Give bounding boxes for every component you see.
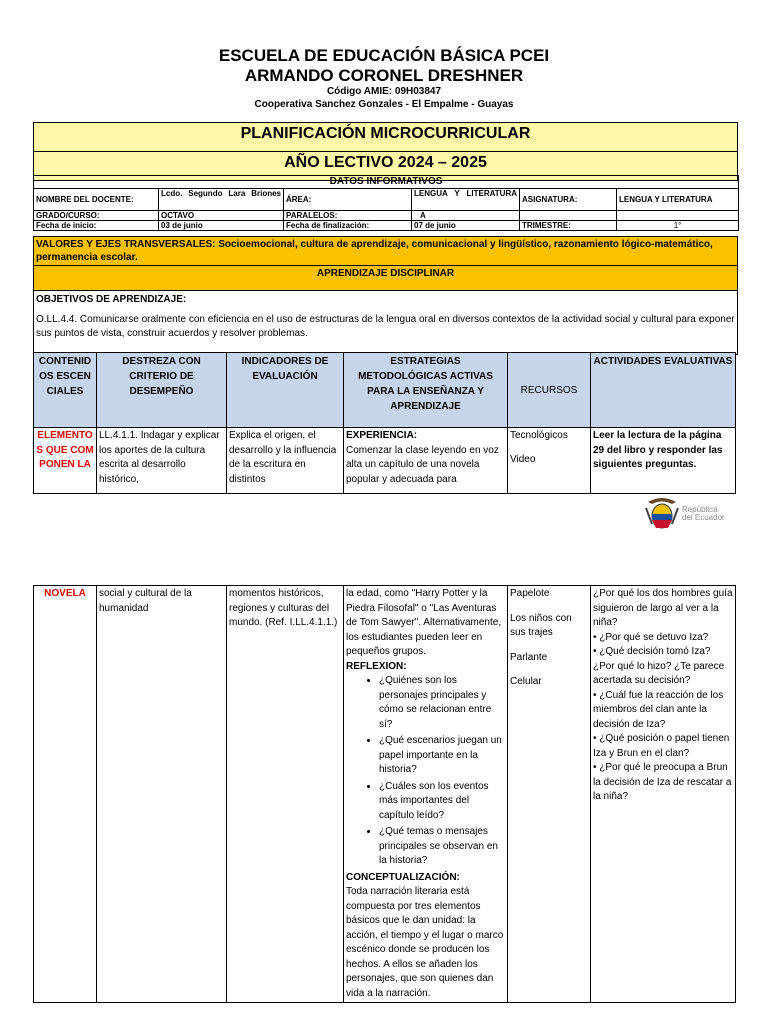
recurso-video: Video [510, 453, 536, 465]
paralelos-label: PARALELOS: [284, 211, 412, 221]
contenido-cell: ELEMENTOS QUE COMPONEN LA [34, 428, 97, 494]
actividades-cell-2: ¿Por qué los dos hombres guía siguieron de largo al ver a la niña? • ¿Por qué se detuvo Iza? • ¿Qué decisión tomó Iza? ¿Por qué lo hizo? ¿Te parece acertada su decisión? • ¿Cuál fue la reacción de los miembros del clan ante la decisión de Iza? • ¿Qué posición o papel tienen Iza y Brun en el clan? • ¿Por qué le preocupa a Brun la decisión de Iza de rescatar a la niña? [591, 586, 736, 1003]
estrategia-intro: la edad, como "Harry Potter y la Piedra Filosofal" o "Las Aventuras de Tom Sawyer". Alternativamente, los estudiantes pueden leer en pequeños grupos. [346, 588, 502, 657]
col-indicadores: INDICADORES DE EVALUACIÓN [227, 353, 344, 428]
valores-ejes: VALORES Y EJES TRANSVERSALES: Socioemocional, cultura de aprendizaje, comunicacional y lingüístico, razonamiento lógico-matemático, permanencia escolar. [34, 237, 738, 266]
destreza-cell-2: social y cultural de la humanidad [97, 586, 227, 1003]
recursos-cell-2 [508, 586, 591, 1003]
actividad-cell: Leer la lectura de la página 29 del libro y responder las siguientes preguntas. [591, 428, 736, 494]
paralelos-value: A [412, 211, 520, 221]
aprendizaje-disciplinar: APRENDIZAJE DISCIPLINAR [34, 266, 738, 291]
reflexion-item: • ¿Quiénes son los personajes principales y cómo se relacionan entre sí? [379, 674, 505, 732]
recursos-cell [508, 428, 591, 494]
fin-value: 07 de junio [412, 221, 520, 231]
trimestre-spacer [520, 211, 617, 221]
valores-table [33, 236, 738, 291]
col-estrategias: ESTRATEGIAS METODOLÓGICAS ACTIVAS PARA LA ENSEÑANZA Y APRENDIZAJE [344, 353, 508, 428]
asignatura-value: LENGUA Y LITERATURA [617, 189, 739, 211]
estrategia-cell-2 [344, 586, 508, 1003]
planificacion-title: PLANIFICACIÓN MICROCURRICULAR [34, 123, 738, 152]
objetivos-text: O.LL.4.4. Comunicarse oralmente con eficiencia en el uso de estructuras de la lengua oral en diversos contextos de la actividad social y cultural para exponer sus puntos de vista, construir acuerdos y resolver problemas. [36, 314, 735, 339]
reflexion-label: REFLEXION: [346, 660, 407, 672]
datos-informativos-table [33, 175, 739, 231]
docente-value: Lcdo. Segundo Lara Briones [159, 189, 284, 211]
inicio-value: 03 de junio [159, 221, 284, 231]
planning-table-page1 [33, 352, 736, 494]
amie-code: Código AMIE: 09H03847 [326, 86, 442, 97]
title-box [33, 122, 738, 181]
area-value: LENGUA Y LITERATURA [412, 189, 520, 211]
datos-informativos-heading: DATOS INFORMATIVOS [34, 176, 739, 189]
concept-text: Toda narración literaria está compuesta por tres elementos básicos que le dan unidad: la acción, el tiempo y el lugar o marco escénico donde se producen los hechos. A ellos se añaden los personajes, que son quienes dan vida a la narración. [346, 886, 504, 999]
docente-label: NOMBRE DEL DOCENTE: [34, 189, 159, 211]
col-actividades: ACTIVIDADES EVALUATIVAS [591, 353, 736, 428]
trimestre-value: 1° [617, 221, 739, 231]
indicador-cell-2: momentos históricos, regiones y culturas del mundo. (Ref. I.LL.4.1.1.) [227, 586, 344, 1003]
asignatura-label: ASIGNATURA: [520, 189, 617, 211]
reflexion-item: • ¿Cuáles son los eventos más importantes del capítulo leído? [379, 780, 505, 824]
estrategia-cell [344, 428, 508, 494]
inicio-label: Fecha de inicio: [34, 221, 159, 231]
school-name-line2: ARMANDO CORONEL DRESHNER [244, 66, 524, 85]
trimestre-spacer-2 [617, 211, 739, 221]
reflexion-list [346, 674, 505, 869]
indicador-cell: Explica el origen, el desarrollo y la influencia de la escritura en distintos [227, 428, 344, 494]
recurso-item: Los niños con sus trajes [510, 612, 572, 638]
objetivos-box [33, 289, 738, 355]
ecuador-coat-of-arms-icon [644, 494, 680, 534]
concept-label: CONCEPTUALIZACIÓN: [346, 871, 460, 883]
reflexion-item: • ¿Qué temas o mensajes principales se observan en la historia? [379, 825, 505, 869]
fin-label: Fecha de finalización: [284, 221, 412, 231]
reflexion-item: • ¿Qué escenarios juegan un papel importante en la historia? [379, 734, 505, 778]
col-destreza: DESTREZA CON CRITERIO DE DESEMPEÑO [97, 353, 227, 428]
recurso-item: Papelote [510, 588, 550, 599]
grado-label: GRADO/CURSO: [34, 211, 159, 221]
recurso-item: Parlante [510, 651, 548, 663]
school-location: Cooperativa Sanchez Gonzales - El Empalme - Guayas [254, 99, 514, 110]
destreza-cell: LL.4.1.1. Indagar y explicar los aportes de la cultura escrita al desarrollo histórico, [97, 428, 227, 494]
recurso-item: Celular [510, 676, 542, 687]
experiencia-label: EXPERIENCIA: [346, 430, 418, 441]
col-contenidos: CONTENIDOS ESCENCIALES [34, 353, 97, 428]
logo-text-line2: del Ecuador [682, 513, 725, 522]
grado-value: OCTAVO [159, 211, 284, 221]
school-name-line1: ESCUELA DE EDUCACIÓN BÁSICA PCEI [218, 46, 550, 65]
logo-text-line1: República [682, 505, 718, 514]
objetivos-label: OBJETIVOS DE APRENDIZAJE: [36, 294, 187, 305]
planning-table-page2 [33, 585, 736, 1003]
experiencia-text: Comenzar la clase leyendo en voz alta un capítulo de una novela popular y adecuada para [346, 444, 499, 485]
anio-lectivo-title: AÑO LECTIVO 2024 – 2025 [34, 152, 738, 181]
republica-ecuador-logo [644, 494, 728, 534]
recurso-tecnologicos: Tecnológicos [510, 430, 568, 441]
area-label: ÁREA: [284, 189, 412, 211]
col-recursos: RECURSOS [508, 353, 591, 428]
contenido-novela: NOVELA [34, 586, 97, 1003]
trimestre-label: TRIMESTRE: [520, 221, 617, 231]
